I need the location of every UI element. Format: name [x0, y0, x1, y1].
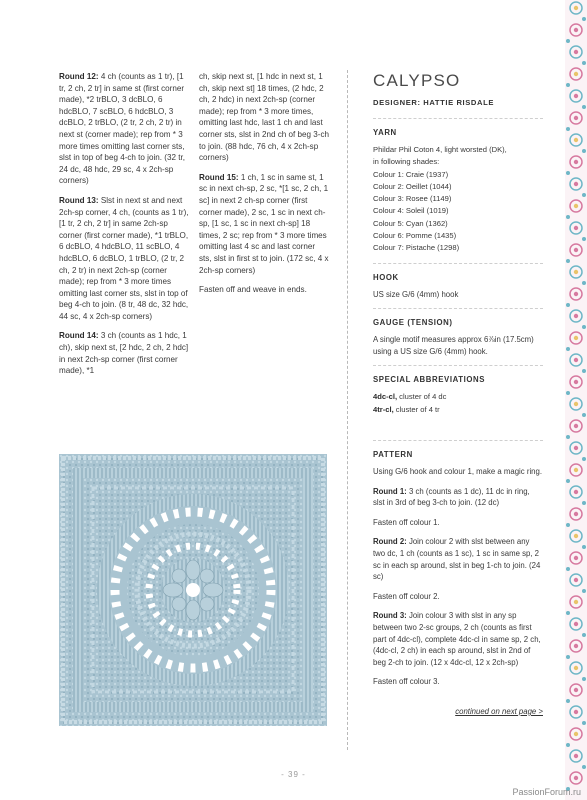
pattern-intro: Using G/6 hook and colour 1, make a magic ring.	[373, 467, 543, 477]
border-dot	[582, 501, 586, 505]
yarn-line: Colour 6: Pomme (1435)	[373, 231, 457, 241]
border-dot	[566, 435, 570, 439]
yarn-heading: YARN	[373, 128, 397, 137]
border-flower-center	[574, 226, 578, 230]
border-dot	[582, 61, 586, 65]
border-flower-center	[574, 424, 578, 428]
border-dot	[566, 611, 570, 615]
border-dot	[582, 325, 586, 329]
section-rule	[373, 263, 543, 264]
abbreviation-item: 4dc-cl, cluster of 4 dc	[373, 392, 447, 402]
pattern-heading: PATTERN	[373, 450, 413, 460]
border-flower-center	[574, 116, 578, 120]
border-dot	[566, 699, 570, 703]
yarn-line: Colour 7: Pistache (1298)	[373, 243, 460, 253]
border-flower-center	[574, 644, 578, 648]
hook-text: US size G/6 (4mm) hook	[373, 289, 459, 299]
border-dot	[566, 479, 570, 483]
abbreviations-heading: SPECIAL ABBREVIATIONS	[373, 375, 486, 385]
border-flower-center	[574, 666, 578, 670]
border-dot	[566, 171, 570, 175]
border-flower-center	[574, 468, 578, 472]
finishing-note: Fasten off and weave in ends.	[199, 285, 307, 295]
round-2-paragraph: Round 2: Join colour 2 with slst between any two dc, 1 ch (counts as 1 sc), 1 sc in same sp, 2 sc in each sp around, slst in beg 1-ch to join. (24 sc)	[373, 537, 541, 582]
yarn-line: in following shades:	[373, 157, 440, 167]
yarn-line: Colour 5: Cyan (1362)	[373, 218, 448, 228]
watermark: PassionForum.ru	[512, 787, 581, 797]
border-flower-center	[574, 182, 578, 186]
border-dot	[566, 83, 570, 87]
pattern-title: CALYPSO	[373, 71, 461, 90]
border-flower-center	[574, 710, 578, 714]
border-dot	[582, 281, 586, 285]
border-dot	[566, 39, 570, 43]
border-dot	[582, 237, 586, 241]
border-dot	[582, 589, 586, 593]
border-flower-center	[574, 358, 578, 362]
border-dot	[582, 105, 586, 109]
border-flower-center	[574, 578, 578, 582]
decorative-border	[565, 0, 587, 800]
pattern-column-2	[199, 71, 329, 304]
border-flower-center	[574, 248, 578, 252]
border-dot	[582, 193, 586, 197]
fasten-off-note: Fasten off colour 3.	[373, 677, 440, 687]
yarn-line: Colour 3: Rosee (1149)	[373, 194, 452, 204]
border-flower-center	[574, 688, 578, 692]
border-flower-center	[574, 446, 578, 450]
yarn-line: Colour 4: Soleil (1019)	[373, 206, 449, 216]
border-flower-center	[574, 204, 578, 208]
border-flower-center	[574, 314, 578, 318]
border-dot	[582, 677, 586, 681]
border-flower-center	[574, 380, 578, 384]
yarn-line: Colour 1: Craie (1937)	[373, 169, 449, 179]
border-flower-center	[574, 72, 578, 76]
round-13-paragraph: Round 13: Slst in next st and next 2ch-sp corner, 4 ch, (counts as 1 tr), [1 tr, 2 ch, 2 tr] in same 2ch-sp corner (first corner made), *1 trBLO, 6 dcBLO, 4 hdcBLO, 11 scBLO, 4 hdcBLO, 6 dcBLO, 1 trBLO, (2 tr, 2 ch, 2 tr) in next 2ch-sp (corner made); rep from * 3 more times omitting last corner sts, slst in top of beg 4-ch to join. (8 tr, 48 dc, 32 hdc, 44 sc, 4 x 2ch-sp corners)	[59, 195, 189, 321]
column-divider	[347, 70, 348, 750]
border-dot	[582, 457, 586, 461]
border-flower-center	[574, 512, 578, 516]
border-dot	[582, 545, 586, 549]
page-number: - 39 -	[281, 770, 306, 779]
border-flower-center	[574, 138, 578, 142]
border-dot	[566, 347, 570, 351]
border-flower-center	[574, 556, 578, 560]
border-flower-center	[574, 292, 578, 296]
round-15-paragraph: Round 15: 1 ch, 1 sc in same st, 1 sc in next ch-sp, 2 sc, *[1 sc, 2 ch, 1 sc] in next 2 ch-sp corner (first corner made), 2 sc, 1 sc in next ch-sp, [1 sc, 1 sc in next ch-sp] 18 times, 2 sc; rep from * 3 more times omitting last 4 sc and last corner sts, slst in first st to join. (172 sc, 4 x 2ch-sp corners)	[199, 172, 329, 275]
border-dot	[582, 17, 586, 21]
section-rule	[373, 118, 543, 119]
border-flower-center	[574, 490, 578, 494]
border-flower-center	[574, 6, 578, 10]
border-dot	[582, 633, 586, 637]
yarn-line: Colour 2: Oeillet (1044)	[373, 181, 452, 191]
gauge-heading: GAUGE (TENSION)	[373, 318, 453, 328]
border-dot	[582, 149, 586, 153]
border-dot	[566, 523, 570, 527]
hook-heading: HOOK	[373, 272, 399, 282]
border-flower-center	[574, 336, 578, 340]
yarn-line: Phildar Phil Coton 4, light worsted (DK),	[373, 145, 507, 154]
round-12-paragraph: Round 12: 4 ch (counts as 1 tr), [1 tr, 2 ch, 2 tr] in same st (first corner made), *2 trBLO, 3 dcBLO, 6 hdcBLO, 7 scBLO, 6 hdcBLO, 3 dcBLO, 2 trBLO, (2 tr, 2 ch, 2 tr) in next st (corner made); rep from * 3 more times omitting last corner sts, slst in top of beg 4-ch to join. (32 tr, 24 dc, 48 hdc, 29 sc, 4 x 2ch-sp corners)	[59, 72, 185, 186]
border-flower-center	[574, 534, 578, 538]
round-1-paragraph: Round 1: 3 ch (counts as 1 dc), 11 dc in ring, slst in 3rd of beg 3-ch to join. (12 dc)	[373, 486, 530, 508]
yarn-list	[373, 144, 543, 255]
fasten-off-note: Fasten off colour 1.	[373, 517, 440, 527]
border-dot	[566, 743, 570, 747]
border-flower-center	[574, 94, 578, 98]
border-flower-center	[574, 28, 578, 32]
border-flower-center	[574, 776, 578, 780]
border-dot	[566, 567, 570, 571]
border-flower-center	[574, 600, 578, 604]
section-rule	[373, 440, 543, 441]
round-14-continued: ch, skip next st, [1 hdc in next st, 1 ch, skip next st] 18 times, (2 hdc, 2 ch, 2 hdc) in next 2ch-sp (corner made); rep from * 3 more times, omitting last hdc, last 1 ch and last corner sts, slst in 2nd ch of beg 3-ch to join. (88 hdc, 76 ch, 4 x 2ch-sp corners)	[199, 72, 330, 163]
border-dot	[582, 721, 586, 725]
border-flower-center	[574, 50, 578, 54]
border-dot	[566, 303, 570, 307]
border-dot	[582, 413, 586, 417]
border-dot	[582, 765, 586, 769]
crochet-motif-photo	[59, 454, 327, 726]
section-rule	[373, 365, 543, 366]
border-flower-center	[574, 622, 578, 626]
abbreviation-item: 4tr-cl, cluster of 4 tr	[373, 404, 440, 414]
round-14-paragraph: Round 14: 3 ch (counts as 1 hdc, 1 ch), skip next st, [2 hdc, 2 ch, 2 hdc] in next 2ch-sp corner (first corner made), *1	[59, 331, 189, 376]
section-rule	[373, 308, 543, 309]
pattern-column-1	[59, 71, 189, 385]
border-dot	[582, 369, 586, 373]
border-flower-center	[574, 160, 578, 164]
border-flower-center	[574, 402, 578, 406]
continued-link[interactable]: continued on next page >	[455, 706, 543, 716]
border-dot	[566, 215, 570, 219]
border-dot	[566, 127, 570, 131]
fasten-off-note: Fasten off colour 2.	[373, 591, 440, 601]
border-flower-center	[574, 732, 578, 736]
border-dot	[566, 259, 570, 263]
pattern-info-column	[373, 71, 543, 718]
round-3-paragraph: Round 3: Join colour 3 with slst in any sp between two 2-sc groups, 2 ch (counts as first part of 4dc-cl), complete 4dc-cl in same sp, 2 ch, (4dc-cl, 2 ch) in each sp around, slst in 2nd of beg 2-ch to join. (12 x 4dc-cl, 12 x 2ch-sp)	[373, 611, 541, 667]
gauge-text: A single motif measures approx 6⅞in (17.5cm) using a US size G/6 (4mm) hook.	[373, 335, 534, 356]
border-dot	[566, 655, 570, 659]
designer-credit: DESIGNER: HATTIE RISDALE	[373, 98, 494, 107]
border-flower-center	[574, 270, 578, 274]
border-dot	[566, 391, 570, 395]
border-flower-center	[574, 754, 578, 758]
